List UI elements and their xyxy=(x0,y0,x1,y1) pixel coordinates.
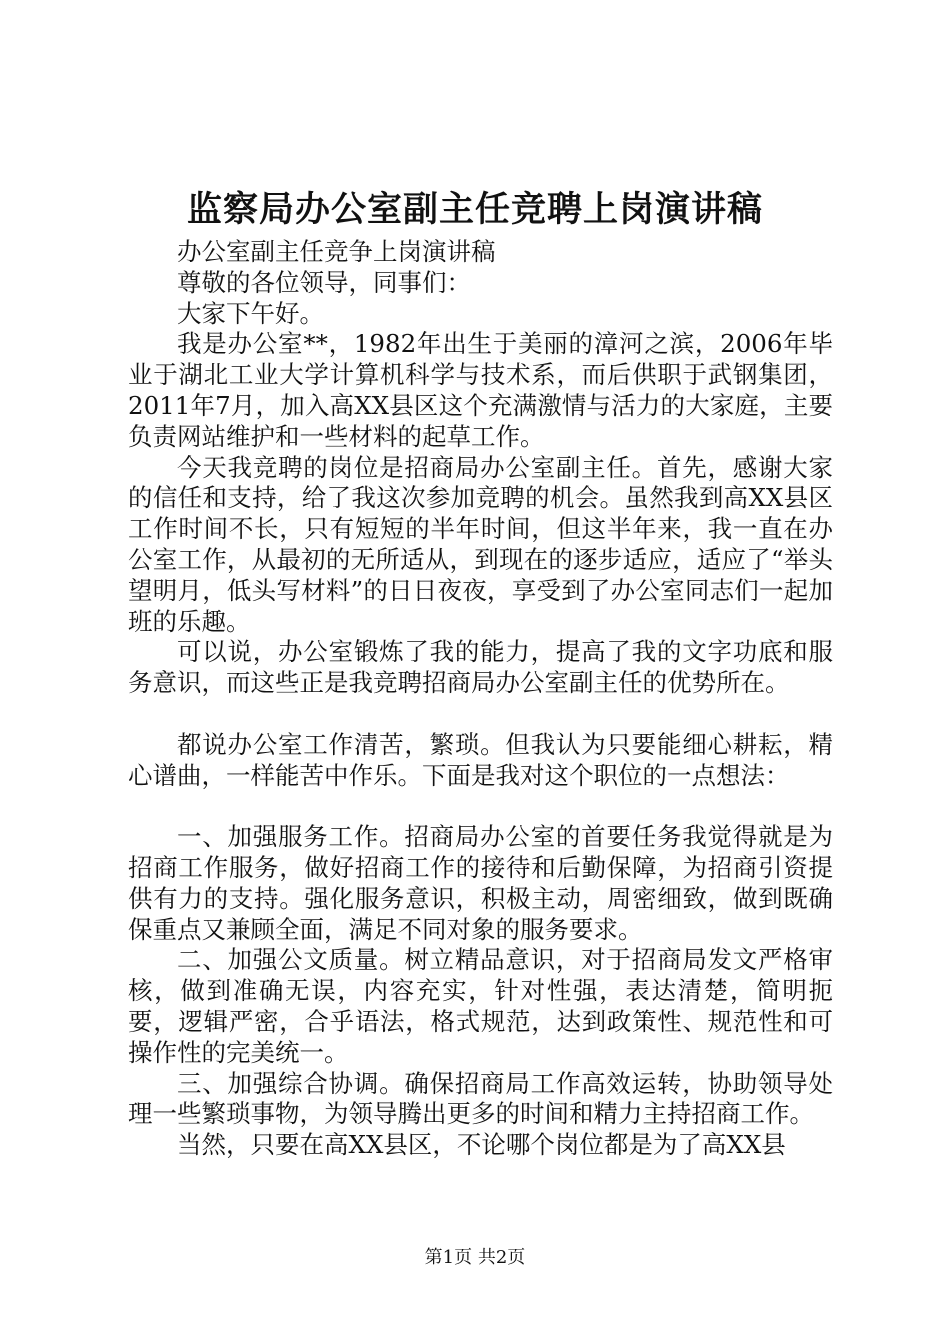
paragraph-ideas-intro: 都说办公室工作清苦，繁琐。但我认为只要能细心耕耘，精心谱曲，一样能苦中作乐。下面是我对这个职位的一点想法： xyxy=(128,729,833,790)
paragraph-point-1: 一、加强服务工作。招商局办公室的首要任务我觉得就是为招商工作服务，做好招商工作的接待和后勤保障，为招商引资提供有力的支持。强化服务意识，积极主动，周密细致，做到既确保重点又兼顾全面，满足不同对象的服务要求。 xyxy=(128,822,833,944)
paragraph-point-3: 三、加强综合协调。确保招商局工作高效运转，协助领导处理一些繁琐事物，为领导腾出更多的时间和精力主持招商工作。 xyxy=(128,1068,833,1129)
page-footer: 第1页 共2页 xyxy=(424,1247,526,1268)
paragraph-subtitle: 办公室副主任竞争上岗演讲稿 xyxy=(177,237,496,266)
paragraph-position: 今天我竞聘的岗位是招商局办公室副主任。首先，感谢大家的信任和支持，给了我这次参加竞聘的机会。虽然我到高XX县区工作时间不长，只有短短的半年时间，但这半年来，我一直在办公室工作，从最初的无所适从，到现在的逐步适应，适应了“举头望明月，低头写材料”的日日夜夜，享受到了办公室同志们一起加班的乐趣。 xyxy=(128,452,833,636)
paragraph-greeting: 大家下午好。 xyxy=(177,298,324,328)
paragraph-salutation: 尊敬的各位领导，同事们： xyxy=(177,267,471,297)
paragraph-self-intro: 我是办公室**，1982年出生于美丽的漳河之滨，2006年毕业于湖北工业大学计算机科学与技术系，而后供职于武钢集团，2011年7月，加入高XX县区这个充满激情与活力的大家庭，主要负责网站维护和一些材料的起草工作。 xyxy=(128,329,833,451)
paragraph-closing: 当然，只要在高XX县区，不论哪个岗位都是为了高XX县 xyxy=(177,1130,786,1160)
document-body xyxy=(128,237,833,1161)
paragraph-advantages: 可以说，办公室锻炼了我的能力，提高了我的文字功底和服务意识，而这些正是我竞聘招商局办公室副主任的优势所在。 xyxy=(128,637,833,698)
document-title: 监察局办公室副主任竞聘上岗演讲稿 xyxy=(186,189,763,230)
paragraph-point-2: 二、加强公文质量。树立精品意识，对于招商局发文严格审核，做到准确无误，内容充实，针对性强，表达清楚，简明扼要，逻辑严密，合乎语法，格式规范，达到政策性、规范性和可操作性的完美统一。 xyxy=(128,945,833,1067)
